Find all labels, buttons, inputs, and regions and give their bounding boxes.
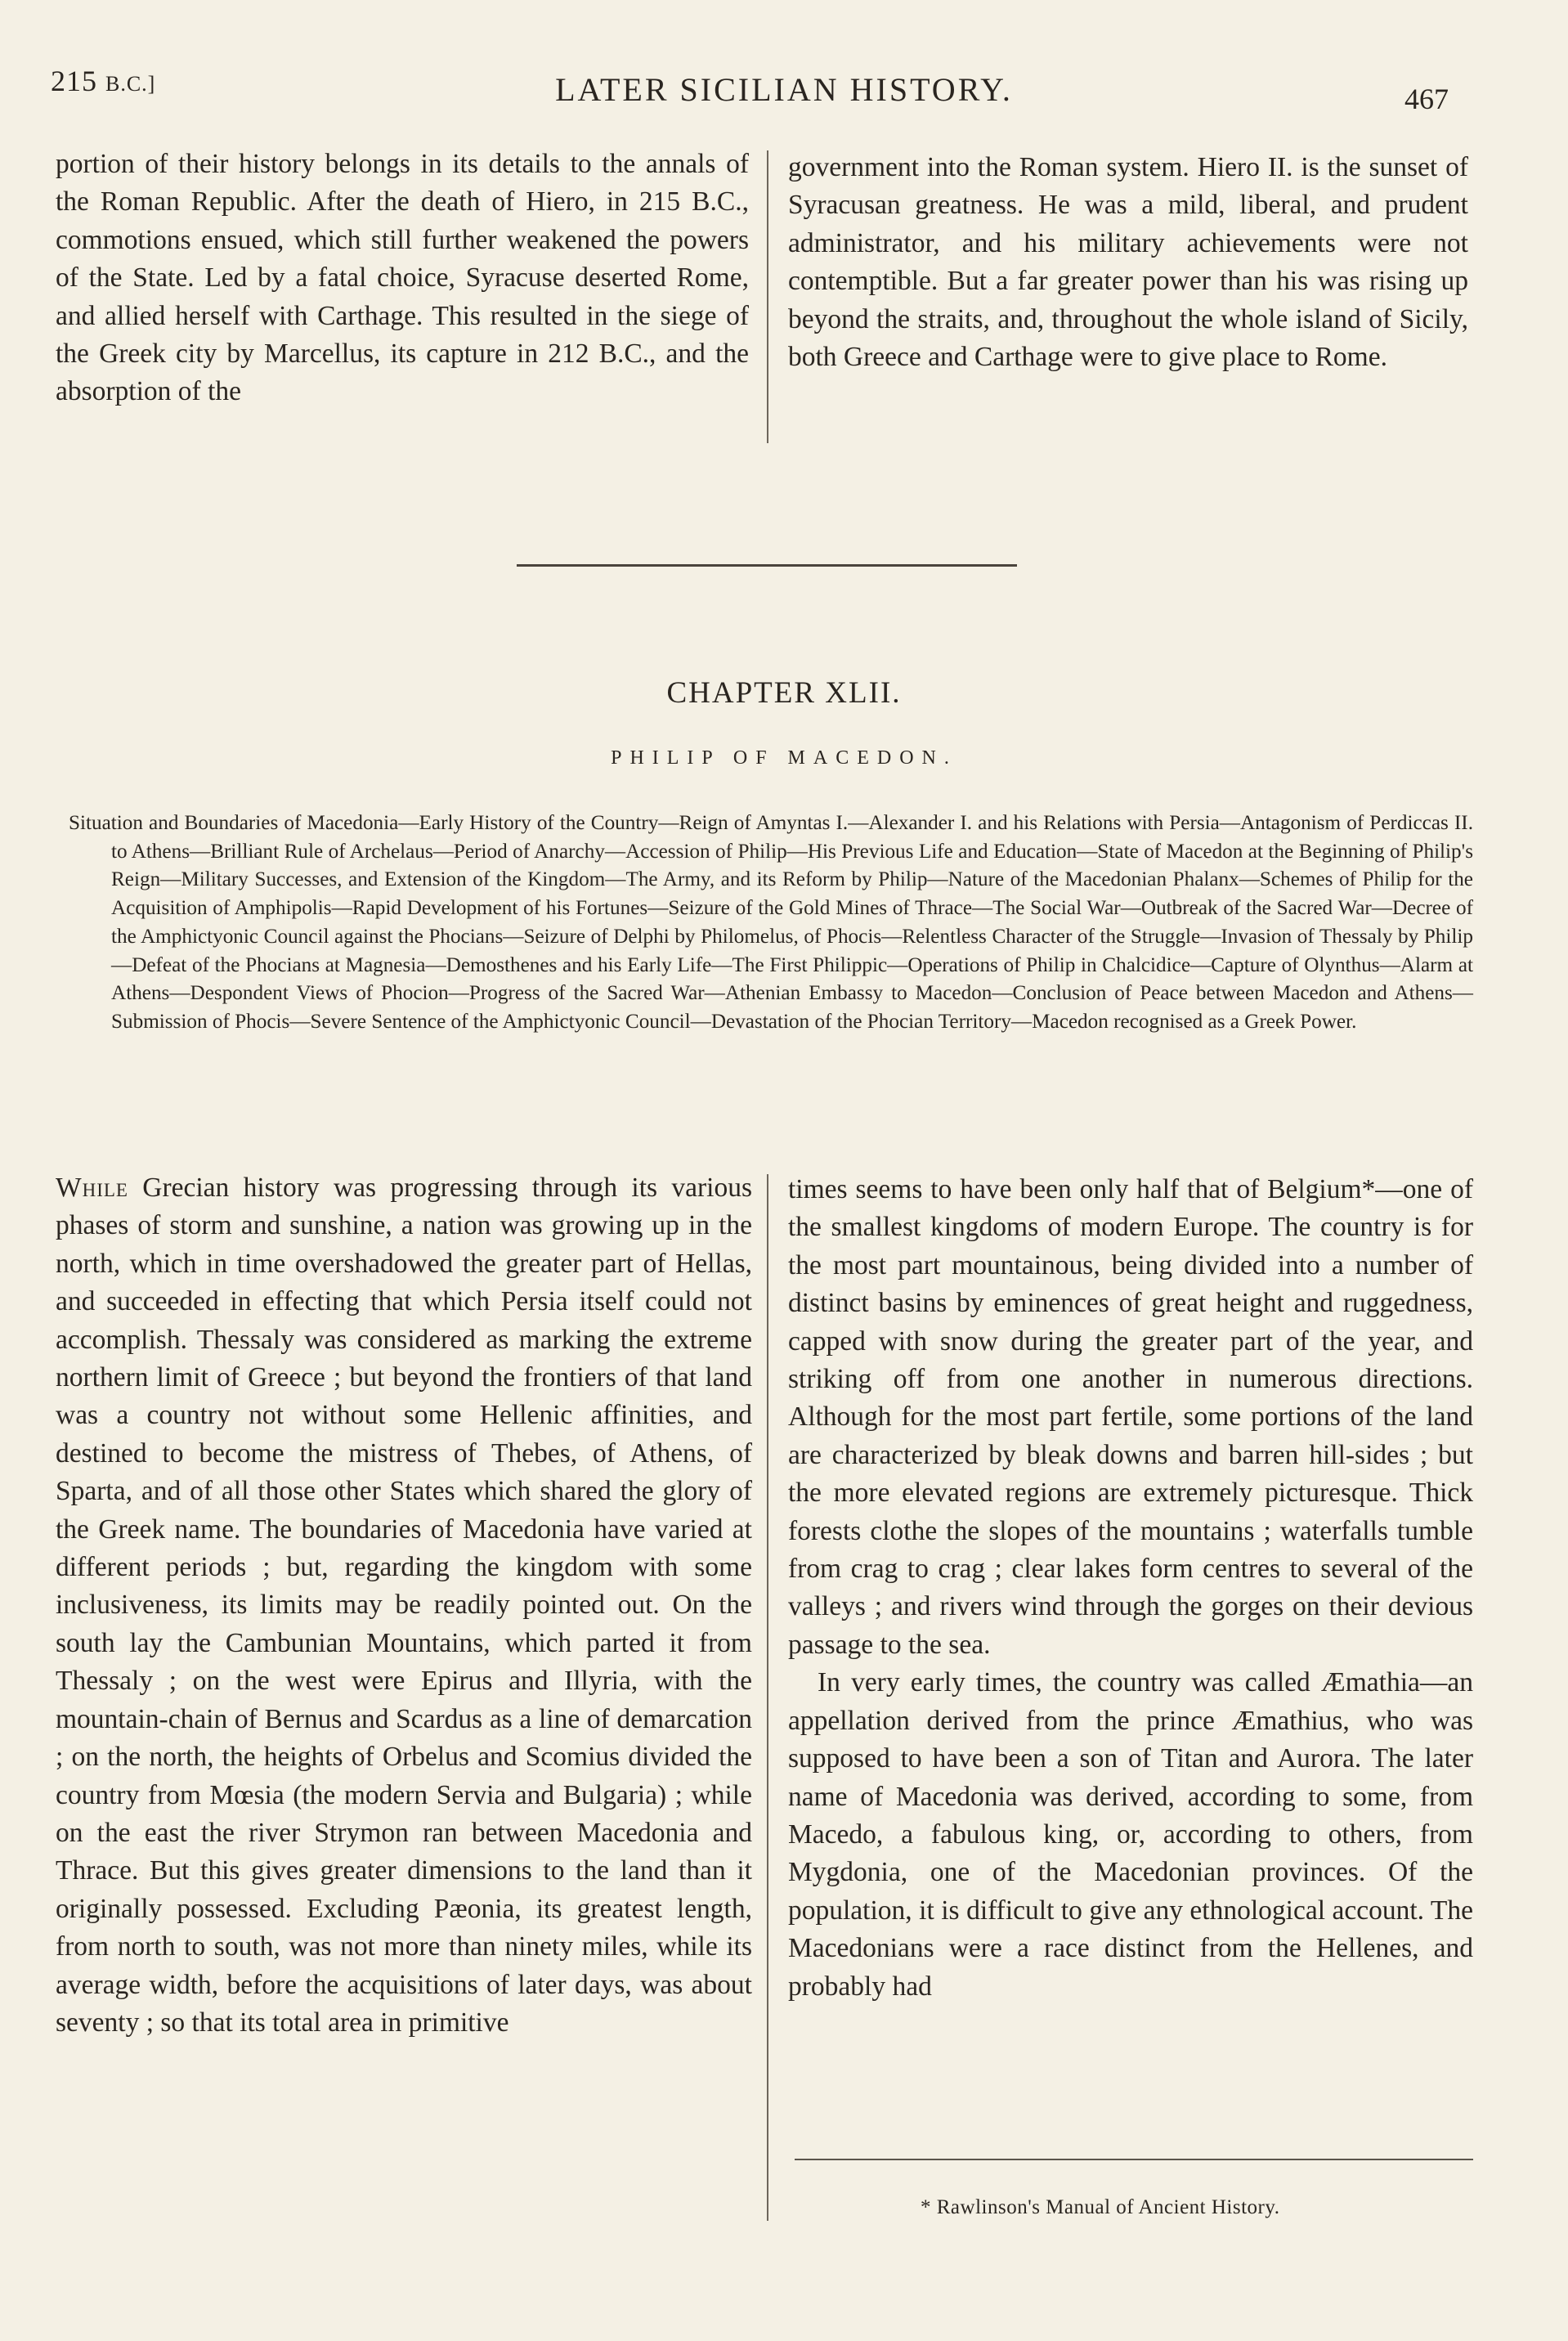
body-left-text: Grecian history was progressing through its various phases of storm and sunshine, a nation was growing up in the north, which in time overshadowed the greater part of Hellas, and succeeded in effecting that which Persia itself could not accomplish. Thessaly was considered as marking the extreme northern limit of Greece ; but beyond the frontiers of that land was a country not without some Hellenic affinities, and destined to become the mistress of Thebes, of Athens, of Sparta, and of all those other States which shared the glory of the Greek name. The boundaries of Macedonia have varied at different periods ; but, regarding the kingdom with some inclusiveness, its limits may be readily pointed out. On the south lay the Cambunian Mountains, which parted it from Thessaly ; on the west were Epirus and Illyria, with the mountain-chain of Bernus and Scardus as a line of demarcation ; on the north, the heights of Orbelus and Scomius divided the country from Mœsia (the modern Servia and Bulgaria) ; while on the east the river Strymon ran between Macedonia and Thrace. But this gives greater dimensions to the land than it originally possessed. Excluding Pæonia, its greatest length, from north to south, was not more than ninety miles, while its average width, before the acquisitions of later days, was about seventy ; so that its total area in primitive xyxy=(56,1173,752,2038)
running-head-title: LATER SICILIAN HISTORY. xyxy=(555,71,1013,108)
chapter-subtitle: PHILIP OF MACEDON. xyxy=(611,747,957,769)
footnote: * Rawlinson's Manual of Ancient History. xyxy=(921,2196,1280,2218)
chapter-synopsis: Situation and Boundaries of Macedonia—Early History of the Country—Reign of Amyntas I.—Alexander I. and his Relations with Persia—Antagonism of Perdiccas II. to Athens—Brilliant Rule of Archelaus—Period of Anarchy—Accession of Philip—His Previous Life and Education—State of Macedon at the Beginning of Philip's Reign—Military Successes, and Extension of the Kingdom—The Army, and its Reform by Philip—Nature of the Macedonian Phalanx—Schemes of Philip for the Acquisition of Amphipolis—Rapid Development of his Fortunes—Seizure of the Gold Mines of Thrace—The Social War—Outbreak of the Sacred War—Decree of the Amphictyonic Council against the Phocians—Seizure of Delphi by Philomelus, of Phocis—Relentless Character of the Struggle—Invasion of Thessaly by Philip—Defeat of the Phocians at Magnesia—Demosthenes and his Early Life—The First Philippic—Operations of Philip in Chalcidice—Capture of Olynthus—Alarm at Athens—Despondent Views of Phocion—Progress of the Sacred War—Athenian Embassy to Macedon—Conclusion of Peace between Macedon and Athens—Submission of Phocis—Severe Sentence of the Amphictyonic Council—Devastation of the Phocian Territory—Macedon recognised as a Greek Power. xyxy=(69,812,1473,1033)
top-left-paragraph: portion of their history belongs in its details to the annals of the Roman Republic. After the death of Hiero, in 215 B.C., commotions ensued, which still further weakened the powers of the State. Led by a fatal choice, Syracuse deserted Rome, and allied herself with Carthage. This resulted in the siege of the Greek city by Marcellus, its capture in 212 B.C., and the absorption of the xyxy=(56,149,749,407)
body-left-column xyxy=(56,1169,752,2042)
body-right-paragraph-1: times seems to have been only half that of Belgium*—one of the smallest kingdoms of modern Europe. The country is for the most part mountainous, being divided into a number of distinct basins by eminences of great height and ruggedness, capped with snow during the greater part of the year, and striking off from one another in numerous directions. Although for the most part fertile, some portions of the land are characterized by bleak downs and barren hill-sides ; but the more elevated regions are extremely picturesque. Thick forests clothe the slopes of the mountains ; waterfalls tumble from crag to crag ; clear lakes form centres to several of the valleys ; and rivers wind through the gorges on their devious passage to the sea. xyxy=(788,1174,1473,1660)
top-left-column xyxy=(56,146,749,411)
body-right-column xyxy=(788,1171,1473,2006)
top-column-divider xyxy=(767,150,768,443)
page-ref-suffix: B.C.] xyxy=(105,72,156,96)
top-right-column xyxy=(788,149,1468,376)
chapter-title: CHAPTER XLII. xyxy=(666,676,902,710)
section-divider xyxy=(517,564,1017,567)
body-left-paragraph xyxy=(56,1169,752,2042)
body-right-paragraph-2: In very early times, the country was called Æmathia—an appellation derived from the prince Æmathius, who was supposed to have been a son of Titan and Aurora. The later name of Macedonia was derived, according to some, from Macedo, a fabulous king, or, according to others, from Mygdonia, one of the Macedonian provinces. Of the population, it is difficult to give any ethnological account. The Macedonians were a race distinct from the Hellenes, and probably had xyxy=(788,1667,1473,2002)
top-right-paragraph: government into the Roman system. Hiero II. is the sunset of Syracusan greatness. He was a mild, liberal, and prudent administrator, and his military achievements were not contemptible. But a far greater power than his was rising up beyond the straits, and, throughout the whole island of Sicily, both Greece and Carthage were to give place to Rome. xyxy=(788,152,1468,373)
body-column-divider xyxy=(767,1174,768,2221)
page-ref: 215 xyxy=(51,65,97,97)
page-number: 467 xyxy=(1404,83,1449,115)
footnote-rule xyxy=(795,2159,1473,2160)
opening-word: While xyxy=(56,1173,128,1203)
